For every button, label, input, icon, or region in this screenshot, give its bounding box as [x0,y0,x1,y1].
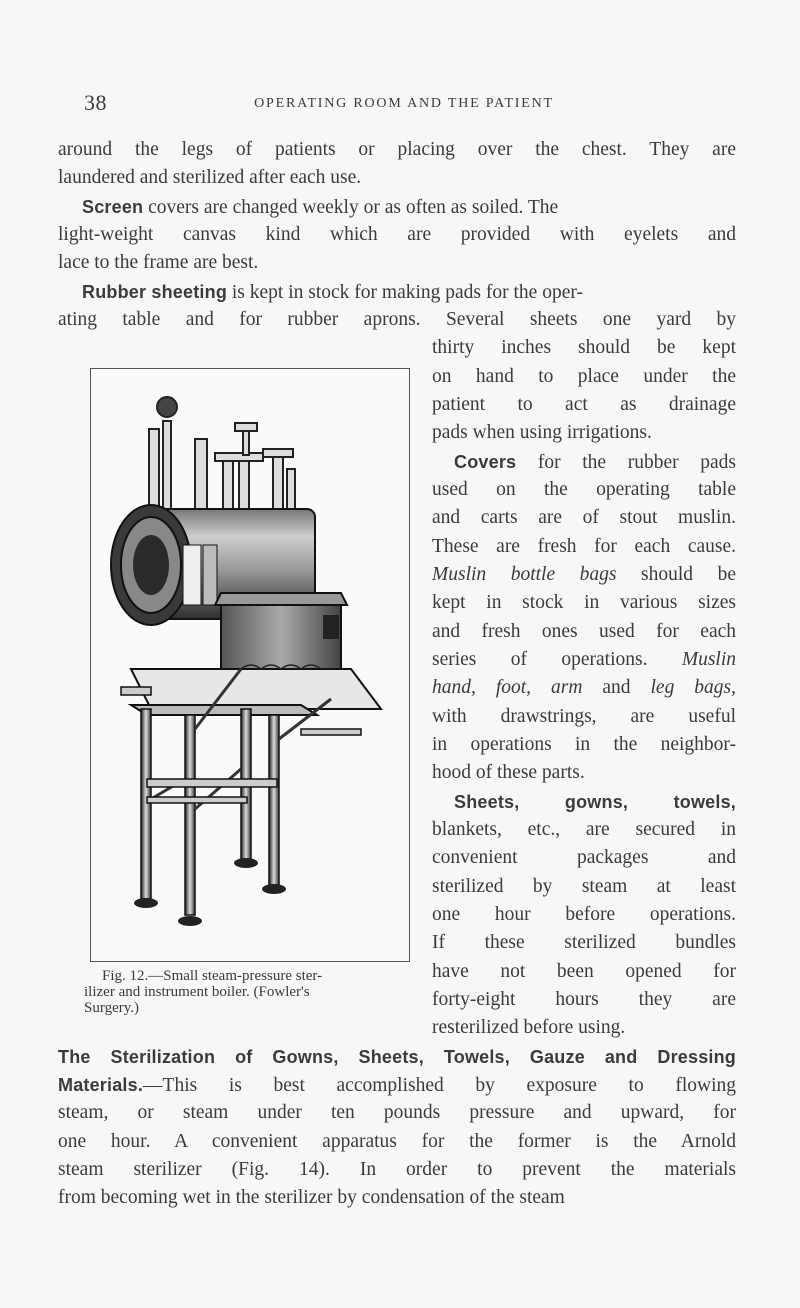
column-line-9: Muslin bottle bags should be [432,564,736,585]
column-line-15: in operations in the neighbor- [432,734,736,755]
column-line-7: and carts are of stout muslin. [432,507,736,528]
figure-caption [84,968,414,1016]
bold-term-sheets: Sheets, gowns, towels, [454,792,736,812]
column-line-23: have not been opened for [432,961,736,982]
sterilizer-engraving [91,369,409,961]
body-line-6: Rubber sheeting is kept in stock for making pads for the oper- [82,282,583,303]
figure-sterilizer-illustration [90,368,410,962]
column-line-20: sterilized by steam at least [432,876,736,897]
column-line-25: resterilized before using. [432,1017,626,1038]
caption-line-3: Surgery.) [84,1000,139,1016]
body-line-2: laundered and sterilized after each use. [58,167,362,188]
column-line-19: convenient packages and [432,847,736,868]
column-line-16: hood of these parts. [432,762,585,783]
column-line-22: If these sterilized bundles [432,932,736,953]
column-line-17 [454,790,736,815]
bottom-line-2: steam, or steam under ten pounds pressure and upward, for [58,1102,736,1123]
body-line-3: Screen covers are changed weekly or as often as soiled. The [82,197,559,218]
column-line-18: blankets, etc., are secured in [432,819,736,840]
body-line-5: lace to the frame are best. [58,252,259,273]
bottom-line-3: one hour. A convenient apparatus for the former is the Arnold [58,1131,736,1152]
column-line-3: patient to act as drainage [432,394,736,415]
italic-term-hand-foot-arm: hand, foot, arm [432,677,583,698]
column-line-24: forty-eight hours they are [432,989,736,1010]
bold-term-screen: Screen [82,197,144,217]
column-line-6: used on the operating table [432,479,736,500]
bold-term-rubber: Rubber sheeting [82,282,228,302]
column-line-14: with drawstrings, are useful [432,706,736,727]
body-line-1: around the legs of patients or placing over the chest. They are [58,139,736,160]
column-line-10: kept in stock in various sizes [432,592,736,613]
body-line-7: ating table and for rubber aprons. Several sheets one yard by [58,309,736,330]
bold-term-materials: Materials. [58,1075,144,1095]
column-line-5: Covers for the rubber pads [454,452,736,473]
column-line-12: series of operations. Muslin [432,649,736,670]
caption-line-1: Fig. 12.—Small steam-pressure ster- [102,968,323,984]
caption-line-2: ilizer and instrument boiler. (Fowler's [84,984,310,1000]
italic-term-bottle-bags: Muslin bottle bags [432,564,617,585]
column-line-2: on hand to place under the [432,366,736,387]
column-line-8: These are fresh for each cause. [432,536,736,557]
running-head [84,90,724,120]
body-line-4: light-weight canvas kind which are provided with eyelets and [58,224,736,245]
column-line-4: pads when using irrigations. [432,422,652,443]
column-line-11: and fresh ones used for each [432,621,736,642]
bottom-line-4: steam sterilizer (Fig. 14). In order to prevent the materials [58,1159,736,1180]
bottom-heading-line [58,1045,736,1070]
bottom-line-5: from becoming wet in the sterilizer by condensation of the steam [58,1187,565,1208]
italic-term-leg-bags: leg bags, [650,677,737,698]
page-number: 38 [84,90,107,115]
column-line-21: one hour before operations. [432,904,736,925]
column-line-13: hand, foot, arm and leg bags, [432,677,737,698]
bold-term-covers: Covers [454,452,517,472]
bottom-line-1: Materials.—This is best accomplished by exposure to flowing [58,1075,736,1096]
running-title: OPERATING ROOM AND THE PATIENT [254,96,554,111]
italic-term-muslin: Muslin [681,649,736,670]
column-line-1: thirty inches should be kept [432,337,736,358]
bold-term-sterilization: The Sterilization of Gowns, Sheets, Towels, Gauze and Dressing [58,1047,736,1067]
